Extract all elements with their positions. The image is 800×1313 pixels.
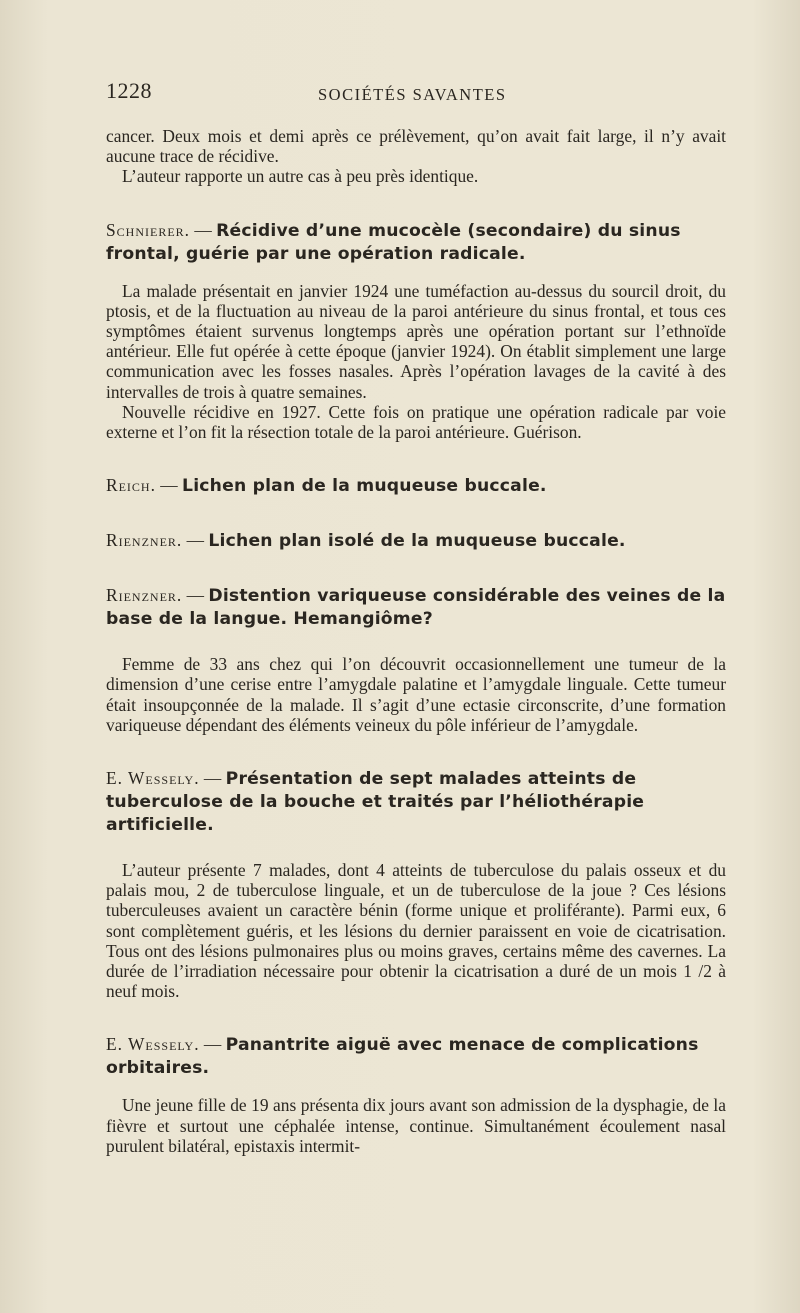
- page-number: 1228: [106, 78, 152, 103]
- section-author: Reich.: [106, 475, 156, 496]
- continuation-paragraph: L’auteur rapporte un autre cas à peu près identique.: [122, 166, 479, 187]
- page-body: [106, 126, 726, 1156]
- section-heading: Rienzner. — Lichen plan isolé de la muqueuse buccale.: [106, 530, 626, 552]
- section-title: Lichen plan isolé de la muqueuse buccale.: [208, 531, 626, 552]
- section-author: Schnierer.: [106, 219, 191, 240]
- section-author: Rienzner.: [106, 530, 183, 551]
- section-paragraph: Femme de 33 ans chez qui l’on découvrit occasionnellement une tumeur de la dimension d’une cerise entre l’amygdale palatine et l’amygdale linguale. Cette tumeur était insoupçonnée de la malade. Il s’agit d’une ectasie circonscrite, d’une formation variqueuse dépendant des éléments veineux du pôle inférieur de l’amygdale.: [106, 654, 726, 735]
- section-author: Rienzner.: [106, 585, 183, 606]
- section-paragraph: L’auteur présente 7 malades, dont 4 atteints de tuberculose du palais osseux et du palais mou, 2 de tuberculose linguale, et un de tuberculose de la joue ? Ces lésions tuberculeuses avaient un caractère bénin (forme unique et proliférante). Parmi eux, 6 sont complètement guéris, et les lésions du dernier paraissent en voie de cicatrisation. Tous ont des lésions pulmonaires plus ou moins graves, certains même des cavernes. La durée de l’irradiation nécessaire pour obtenir la cicatrisation a duré de un mois 1 /2 à neuf mois.: [106, 860, 726, 1002]
- section-heading: Reich. — Lichen plan de la muqueuse buccale.: [106, 475, 547, 497]
- section-author: E. Wessely.: [106, 768, 200, 789]
- section-title: Lichen plan de la muqueuse buccale.: [182, 476, 547, 497]
- section-paragraph: Nouvelle récidive en 1927. Cette fois on pratique une opération radicale par voie externe et l’on fit la résection totale de la paroi antérieure. Guérison.: [106, 401, 726, 443]
- section-title: Distention variqueuse considérable des veines de la base de la langue. Hemangiôme?: [106, 586, 726, 630]
- section-author: E. Wessely.: [106, 1034, 200, 1055]
- running-title: SOCIÉTÉS SAVANTES: [318, 85, 507, 104]
- page-header: [106, 78, 726, 108]
- section-heading: E. Wessely. — Panantrite aiguë avec menace de complications orbitaires.: [106, 1034, 699, 1079]
- section-paragraph: Une jeune fille de 19 ans présenta dix jours avant son admission de la dysphagie, de la fièvre et surtout une céphalée intense, continue. Simultanément écoulement nasal purulent bilatéral, epistaxis intermit-: [106, 1095, 726, 1156]
- section-paragraph: La malade présentait en janvier 1924 une tuméfaction au-dessus du sourcil droit, du ptosis, et de la fluctuation au niveau de la paroi antérieure du sinus frontal, et tous ces symptômes étaient survenus longtemps après une opération portant sur l’ethnoïde antérieur. Elle fut opérée à cette époque (janvier 1924). On établit simplement une large communication avec les fosses nasales. Après l’opération lavages de la cavité à des intervalles de trois à quatre semaines.: [106, 280, 726, 402]
- section-heading: Rienzner. — Distention variqueuse considérable des veines de la base de la langue. Hemangiôme?: [106, 585, 726, 630]
- continuation-paragraph: cancer. Deux mois et demi après ce prélèvement, qu’on avait fait large, il n’y avait aucune trace de récidive.: [106, 126, 726, 167]
- section-title: Récidive d’une mucocèle (secondaire) du sinus frontal, guérie par une opération radicale.: [106, 220, 681, 264]
- section-heading: E. Wessely. — Présentation de sept malades atteints de tuberculose de la bouche et traités par l’héliothérapie artificielle.: [106, 768, 645, 836]
- section-title: Présentation de sept malades atteints de tuberculose de la bouche et traités par l’héliothérapie artificielle.: [106, 769, 645, 836]
- section-title: Panantrite aiguë avec menace de complications orbitaires.: [106, 1035, 699, 1079]
- section-heading: Schnierer. — Récidive d’une mucocèle (secondaire) du sinus frontal, guérie par une opération radicale.: [106, 219, 681, 264]
